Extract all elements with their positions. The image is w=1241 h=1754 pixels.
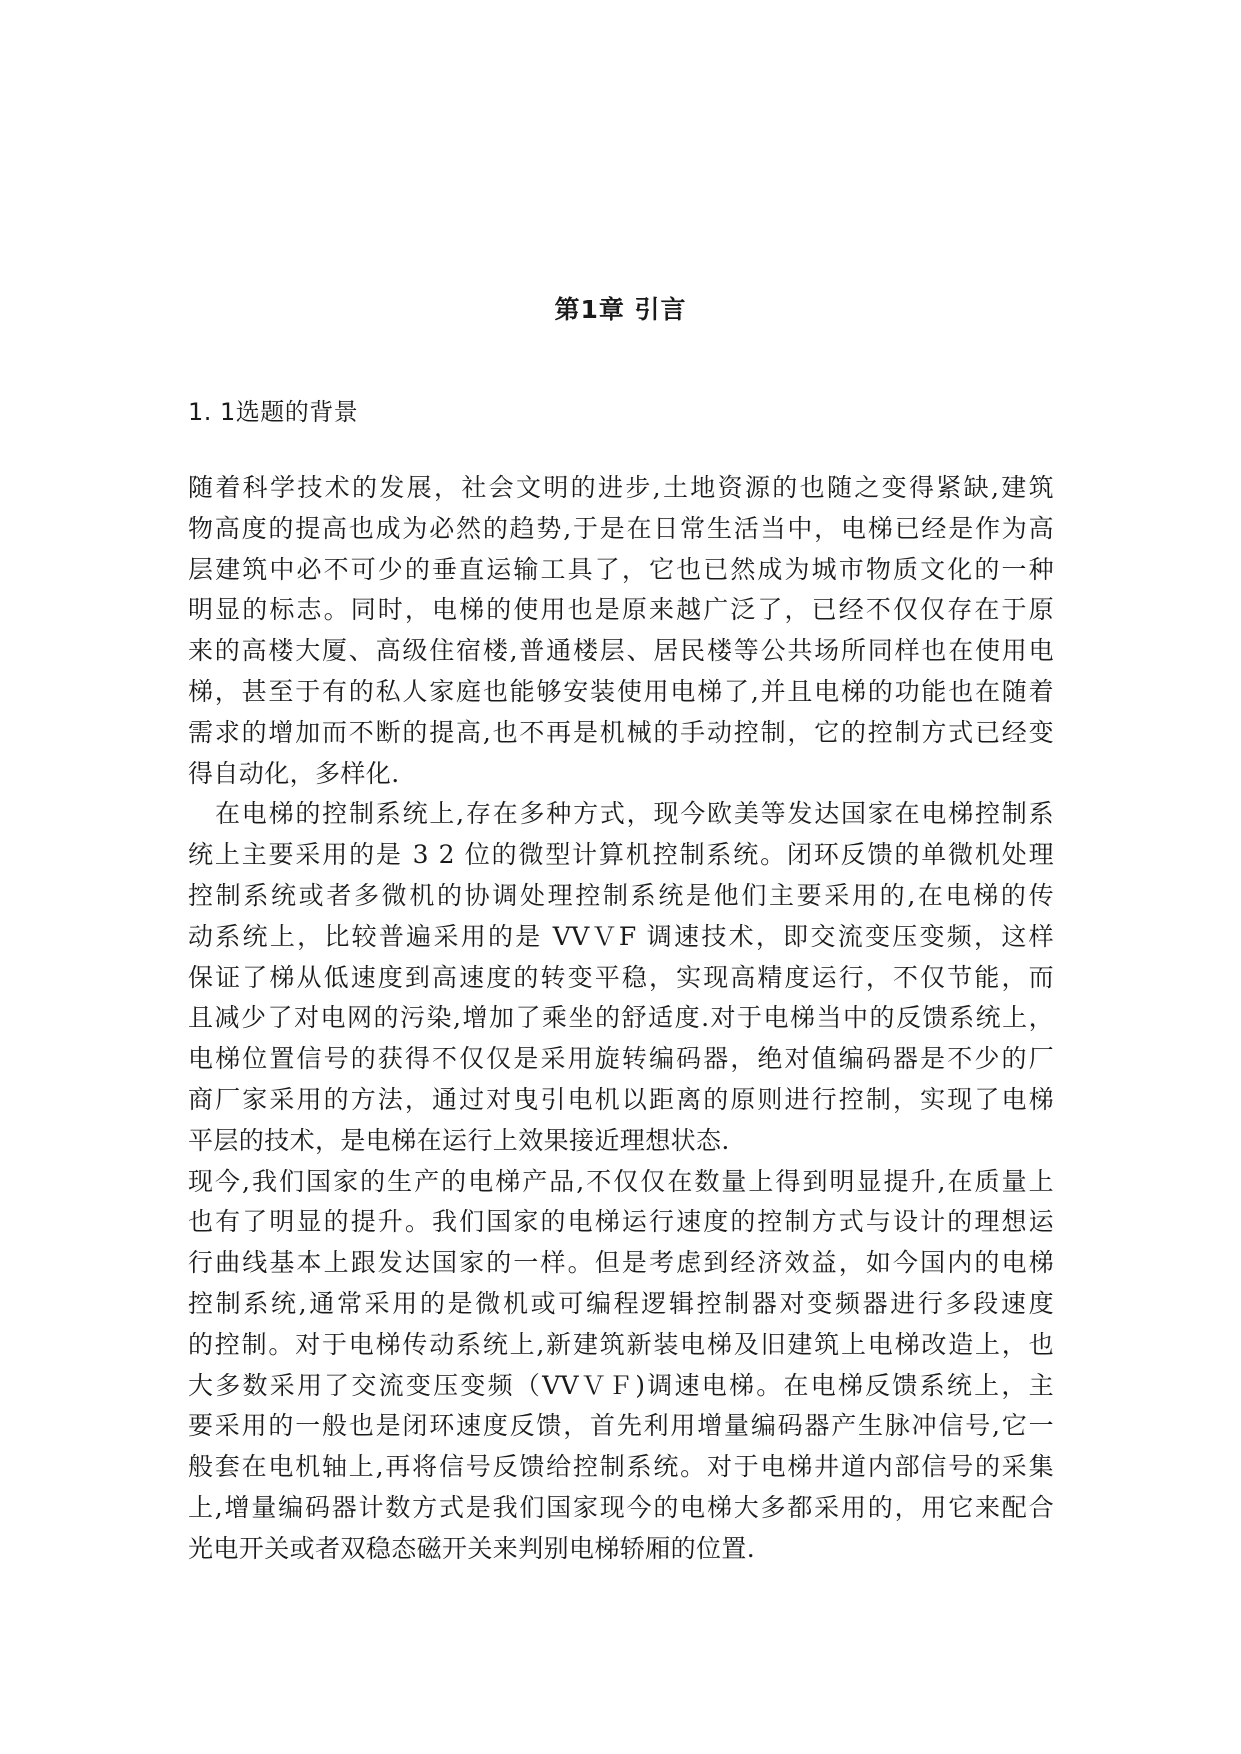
text-line: 般套在电机轴上,再将信号反馈给控制系统。对于电梯井道内部信号的采集 — [188, 1452, 1054, 1482]
text-line: 明显的标志。同时，电梯的使用也是原来越广泛了，已经不仅仅存在于原 — [188, 595, 1054, 625]
text-line: 层建筑中必不可少的垂直运输工具了，它也已然成为城市物质文化的一种 — [188, 554, 1054, 584]
text-line: 统上主要采用的是 3 2 位的微型计算机控制系统。闭环反馈的单微机处理 — [188, 840, 1054, 870]
text-line: 电梯位置信号的获得不仅仅是采用旋转编码器，绝对值编码器是不少的厂 — [188, 1044, 1054, 1074]
body-text — [188, 468, 1054, 1570]
text-line: 来的高楼大厦、高级住宿楼,普通楼层、居民楼等公共场所同样也在使用电 — [188, 636, 1054, 666]
section-heading: 1. 1选题的背景 — [188, 398, 359, 426]
text-line: 得自动化，多样化. — [188, 758, 400, 788]
text-line: 行曲线基本上跟发达国家的一样。但是考虑到经济效益，如今国内的电梯 — [188, 1248, 1054, 1278]
text-line: 大多数采用了交流变压变频（VVＶＦ)调速电梯。在电梯反馈系统上，主 — [188, 1370, 1054, 1400]
text-line: 也有了明显的提升。我们国家的电梯运行速度的控制方式与设计的理想运 — [188, 1207, 1054, 1237]
text-line: 的控制。对于电梯传动系统上,新建筑新装电梯及旧建筑上电梯改造上，也 — [188, 1329, 1054, 1359]
text-line: 现今,我们国家的生产的电梯产品,不仅仅在数量上得到明显提升,在质量上 — [188, 1166, 1054, 1196]
text-line: 上,增量编码器计数方式是我们国家现今的电梯大多都采用的，用它来配合 — [188, 1492, 1054, 1522]
text-line: 动系统上，比较普遍采用的是 VVＶF 调速技术，即交流变压变频，这样 — [188, 921, 1054, 951]
chapter-title: 第1章 引言 — [554, 295, 687, 324]
text-line: 需求的增加而不断的提高,也不再是机械的手动控制，它的控制方式已经变 — [188, 717, 1054, 747]
text-line: 梯，甚至于有的私人家庭也能够安装使用电梯了,并且电梯的功能也在随着 — [188, 676, 1054, 706]
text-line: 控制系统,通常采用的是微机或可编程逻辑控制器对变频器进行多段速度 — [188, 1288, 1054, 1318]
text-line: 控制系统或者多微机的协调处理控制系统是他们主要采用的,在电梯的传 — [188, 880, 1054, 910]
text-line: 要采用的一般也是闭环速度反馈，首先利用增量编码器产生脉冲信号,它一 — [188, 1411, 1054, 1441]
text-line: 光电开关或者双稳态磁开关来判别电梯轿厢的位置. — [188, 1533, 756, 1563]
text-line: 物高度的提高也成为必然的趋势,于是在日常生活当中，电梯已经是作为高 — [188, 513, 1054, 543]
text-line: 随着科学技术的发展，社会文明的进步,土地资源的也随之变得紧缺,建筑 — [188, 473, 1054, 502]
text-line: 商厂家采用的方法，通过对曳引电机以距离的原则进行控制，实现了电梯 — [188, 1084, 1054, 1114]
text-line: 保证了梯从低速度到高速度的转变平稳，实现高精度运行，不仅节能，而 — [188, 962, 1054, 992]
text-line: 在电梯的控制系统上,存在多种方式，现今欧美等发达国家在电梯控制系 — [215, 799, 1054, 829]
text-line: 且减少了对电网的污染,增加了乘坐的舒适度.对于电梯当中的反馈系统上， — [188, 1003, 1054, 1033]
text-line: 平层的技术，是电梯在运行上效果接近理想状态. — [188, 1125, 730, 1155]
